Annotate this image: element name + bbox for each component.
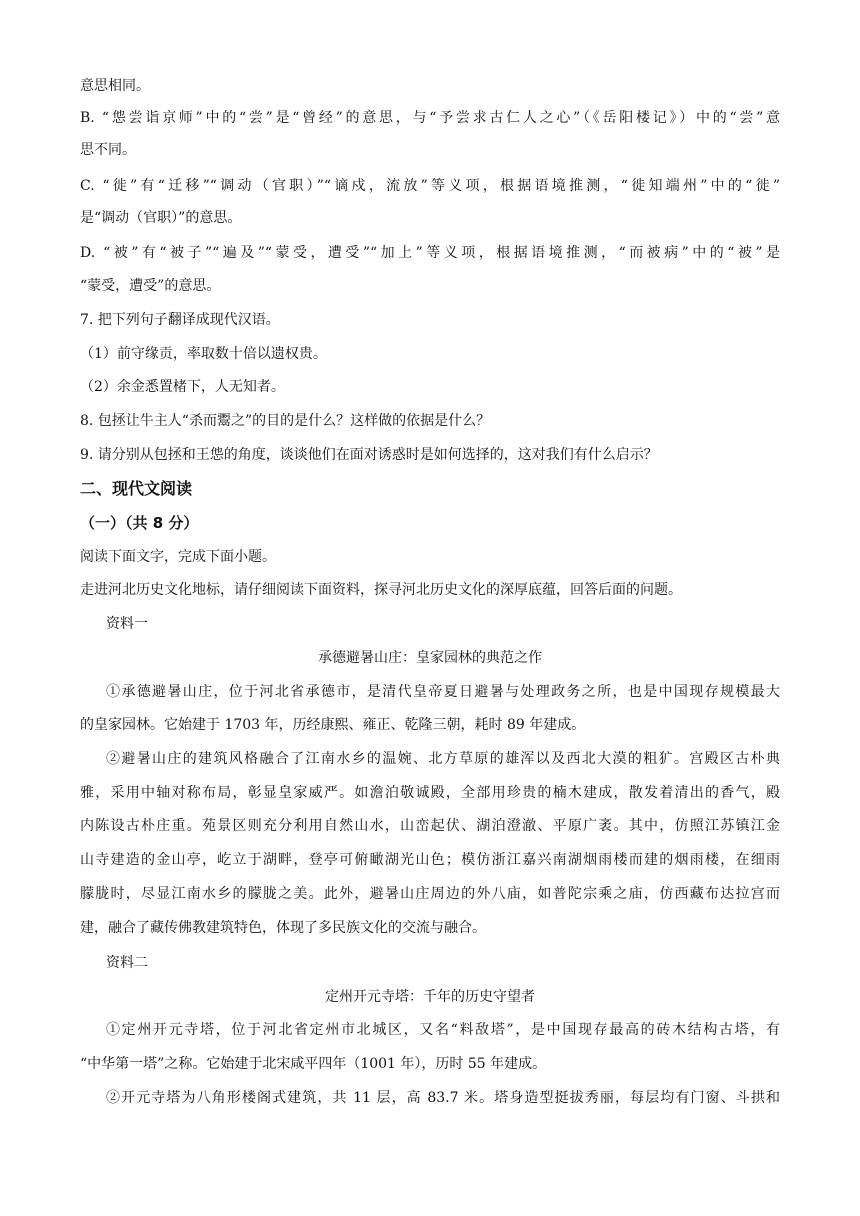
subsection-title: （一）（共 8 分） xyxy=(80,514,199,532)
material-line: ②避暑山庄的建筑风格融合了江南水乡的温婉、北方草原的雄浑以及西北大漠的粗犷。宫殿区古朴典 xyxy=(106,751,780,767)
material-label: 资料二 xyxy=(106,955,148,971)
material-title: 定州开元寺塔：千年的历史守望者 xyxy=(325,989,535,1005)
material-line: ①定州开元寺塔，位于河北省定州市北城区，又名“料敌塔”，是中国现存最高的砖木结构古塔，有 xyxy=(106,1022,780,1038)
question-7: 7. 把下列句子翻译成现代汉语。 xyxy=(80,312,280,328)
text-line: 是“调动（官职）”的意思。 xyxy=(80,210,242,226)
material-label: 资料一 xyxy=(106,616,148,632)
material-line: 的皇家园林。它始建于 1703 年，历经康熙、雍正、乾隆三朝，耗时 89 年建成。 xyxy=(80,717,586,733)
material-line: “中华第一塔”之称。它始建于北宋咸平四年（1001 年），历时 55 年建成。 xyxy=(80,1056,547,1072)
text-line: “蒙受，遭受”的意思。 xyxy=(80,278,221,294)
question-7-item-1: （1）前守缘贡，率取数十倍以遗权贵。 xyxy=(80,346,327,362)
question-7-item-2: （2）余金悉置楮下，人无知者。 xyxy=(80,379,285,395)
material-line: 内陈设古朴庄重。苑景区则充分利用自然山水，山峦起伏、湖泊澄澈、平原广袤。其中，仿照江苏镇江金 xyxy=(80,818,780,834)
question-9: 9. 请分别从包拯和王怹的角度，谈谈他们在面对诱惑时是如何选择的，这对我们有什么启示？ xyxy=(80,447,658,463)
instruction-line: 阅读下面文字，完成下面小题。 xyxy=(80,549,276,565)
text-line: 意思相同。 xyxy=(80,78,150,94)
section-title: 二、现代文阅读 xyxy=(80,479,193,498)
text-line: D. “被”有“被子”“遍及”“蒙受，遭受”“加上”等义项，根据语境推测，“而被病”中的“被”是 xyxy=(80,245,780,261)
material-line: 雅，采用中轴对称布局，彰显皇家威严。如澹泊敬诚殿，全部用珍贵的楠木建成，散发着清出的香气，殿 xyxy=(80,785,780,801)
material-line: 山寺建造的金山亭，屹立于湖畔，登亭可俯瞰湖光山色；模仿浙江嘉兴南湖烟雨楼而建的烟雨楼，在细雨 xyxy=(80,852,780,868)
material-line: ①承德避暑山庄，位于河北省承德市，是清代皇帝夏日避暑与处理政务之所，也是中国现存规模最大 xyxy=(106,684,780,700)
text-line: 思不同。 xyxy=(80,142,136,158)
material-line: 建，融合了藏传佛教建筑特色，体现了多民族文化的交流与融合。 xyxy=(80,920,486,936)
material-title: 承德避暑山庄：皇家园林的典范之作 xyxy=(318,650,542,666)
material-line: ②开元寺塔为八角形楼阁式建筑，共 11 层，高 83.7 米。塔身造型挺拔秀丽，每层均有门窗、斗拱和 xyxy=(106,1090,780,1106)
text-line: C. “徙”有“迁移”“调动（官职）”“谪戍，流放”等义项，根据语境推测，“徙知端州”中的“徙” xyxy=(80,178,780,194)
material-line: 朦胧时，尽显江南水乡的朦胧之美。此外，避暑山庄周边的外八庙，如普陀宗乘之庙，仿西藏布达拉宫而 xyxy=(80,886,780,902)
question-8: 8. 包拯让牛主人“杀而鬻之”的目的是什么？这样做的依据是什么？ xyxy=(80,413,491,429)
instruction-line: 走进河北历史文化地标，请仔细阅读下面资料，探寻河北历史文化的深厚底蕴，回答后面的问题。 xyxy=(80,582,682,598)
text-line: B. “怹尝诣京师”中的“尝”是“曾经”的意思，与“予尝求古仁人之心”（《岳阳楼记》）中的“尝”意 xyxy=(80,110,780,126)
